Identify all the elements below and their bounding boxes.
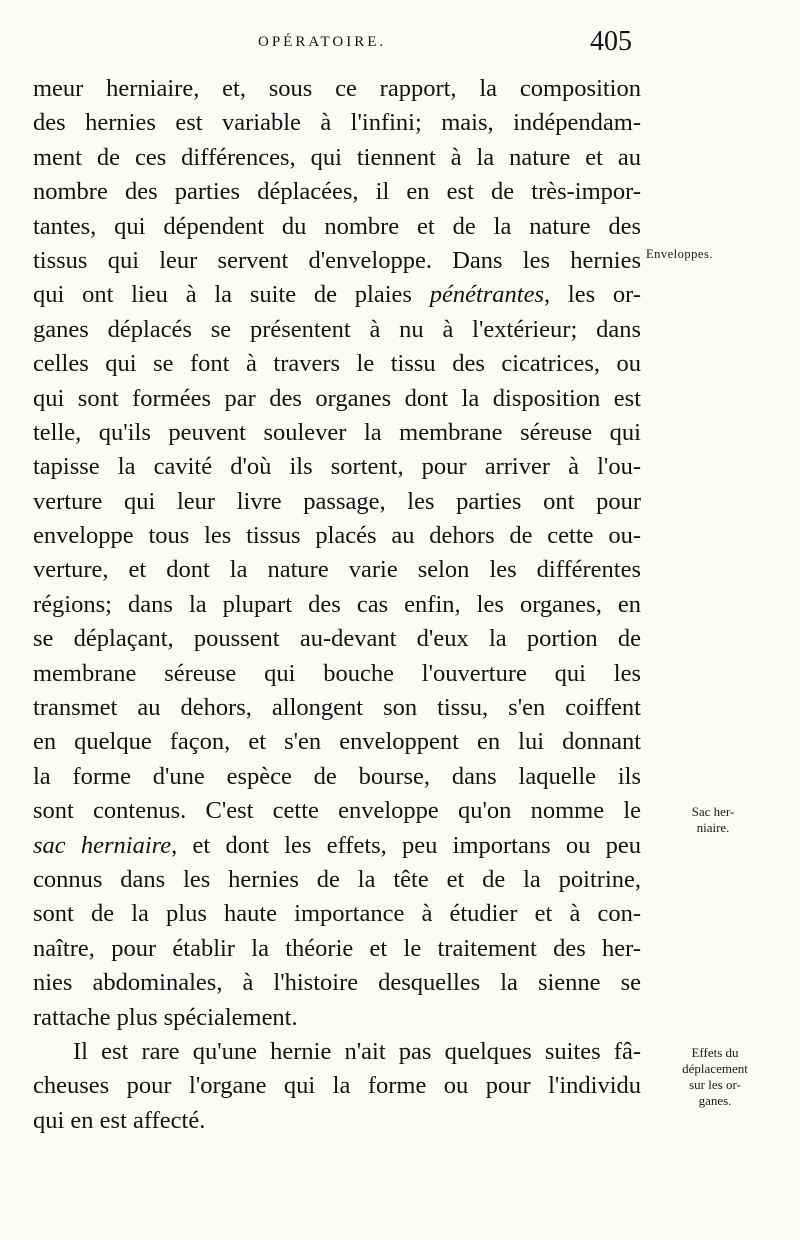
text-line <box>33 1104 641 1138</box>
text-segment: nies abdominales, à l'histoire desquelles la sienne se <box>33 969 641 997</box>
text-line <box>33 760 641 794</box>
text-line <box>33 210 641 244</box>
text-segment: tapisse la cavité d'où ils sortent, pour arriver à l'ou- <box>33 453 641 481</box>
text-segment: se déplaçant, poussent au-devant d'eux la portion de <box>33 625 641 653</box>
margin-note-sac-herniaire <box>670 804 756 836</box>
text-segment: sont de la plus haute importance à étudier et à con- <box>33 900 641 928</box>
italic-term: sac herniaire <box>33 831 172 859</box>
italic-term: pénétrantes <box>429 281 545 309</box>
paragraph-2 <box>33 1035 641 1138</box>
margin-note-line: ganes. <box>698 1093 732 1108</box>
text-segment: ganes déplacés se présentent à nu à l'extérieur; dans <box>33 315 641 343</box>
margin-note-line: niaire. <box>696 820 730 835</box>
text-line <box>33 72 641 106</box>
text-segment: tantes, qui dépendent du nombre et de la nature des <box>33 212 641 240</box>
text-segment: enveloppe tous les tissus placés au dehors de cette ou- <box>33 522 641 550</box>
text-line <box>33 622 641 656</box>
text-segment: régions; dans la plupart des cas enfin, les organes, en <box>33 590 641 618</box>
margin-note-enveloppes: Enveloppes. <box>646 247 713 261</box>
text-line <box>33 966 641 1000</box>
text-segment: rattache plus spécialement. <box>33 1003 298 1031</box>
text-line <box>33 829 641 863</box>
text-segment: ment de ces différences, qui tiennent à la nature et au <box>33 143 641 171</box>
text-segment: naître, pour établir la théorie et le traitement des her- <box>33 934 641 962</box>
text-segment: des hernies est variable à l'infini; mais, indépendam- <box>33 109 641 137</box>
margin-note-line: déplacement <box>682 1061 748 1076</box>
text-line <box>33 1001 641 1035</box>
text-segment: cheuses pour l'organe qui la forme ou pour l'individu <box>33 1072 641 1100</box>
text-line <box>33 485 641 519</box>
text-line <box>33 691 641 725</box>
text-line <box>33 1035 641 1069</box>
text-line <box>33 1069 641 1103</box>
text-line <box>33 450 641 484</box>
text-segment: meur herniaire, et, sous ce rapport, la composition <box>33 75 641 102</box>
text-line <box>33 382 641 416</box>
text-segment: qui en est affecté. <box>33 1106 206 1134</box>
text-line <box>33 106 641 140</box>
text-segment: , les or- <box>544 281 641 309</box>
text-line <box>33 588 641 622</box>
text-segment: membrane séreuse qui bouche l'ouverture qui les <box>33 659 641 687</box>
page-number: 405 <box>590 26 632 57</box>
text-segment: Il est rare qu'une hernie n'ait pas quelques suites fâ- <box>73 1037 641 1065</box>
text-segment: la forme d'une espèce de bourse, dans laquelle ils <box>33 762 641 790</box>
text-line <box>33 794 641 828</box>
margin-note-line: Effets du <box>691 1045 739 1060</box>
text-segment: tissus qui leur servent d'enveloppe. Dans les hernies <box>33 246 641 274</box>
text-line <box>33 347 641 381</box>
margin-note-effets <box>660 1045 770 1109</box>
text-line <box>33 278 641 312</box>
margin-note-line: Sac her- <box>691 804 735 819</box>
running-head: OPÉRATOIRE. <box>258 34 387 50</box>
text-segment: , et dont les effets, peu importans ou peu <box>171 831 641 859</box>
text-segment: qui sont formées par des organes dont la disposition est <box>33 384 641 412</box>
text-line <box>33 141 641 175</box>
text-segment: telle, qu'ils peuvent soulever la membrane séreuse qui <box>33 418 641 446</box>
text-line <box>33 313 641 347</box>
text-segment: sont contenus. C'est cette enveloppe qu'on nomme le <box>33 797 641 825</box>
text-line <box>33 897 641 931</box>
body-text <box>33 72 641 1138</box>
text-line <box>33 932 641 966</box>
text-segment: connus dans les hernies de la tête et de la poitrine, <box>33 865 641 893</box>
text-line <box>33 657 641 691</box>
text-segment: celles qui se font à travers le tissu des cicatrices, ou <box>33 350 641 378</box>
text-segment: transmet au dehors, allongent son tissu, s'en coiffent <box>33 694 641 722</box>
text-line <box>33 175 641 209</box>
text-line <box>33 725 641 759</box>
text-segment: verture, et dont la nature varie selon les différentes <box>33 556 641 584</box>
paragraph-1 <box>33 72 641 1035</box>
text-segment: en quelque façon, et s'en enveloppent en lui donnant <box>33 728 641 756</box>
margin-note-line: sur les or- <box>689 1077 741 1092</box>
text-segment: verture qui leur livre passage, les parties ont pour <box>33 487 641 515</box>
text-line <box>33 244 641 278</box>
text-line <box>33 863 641 897</box>
text-line <box>33 416 641 450</box>
text-line <box>33 519 641 553</box>
text-segment: qui ont lieu à la suite de plaies <box>33 281 430 309</box>
text-line <box>33 553 641 587</box>
text-segment: nombre des parties déplacées, il en est de très-impor- <box>33 178 641 206</box>
